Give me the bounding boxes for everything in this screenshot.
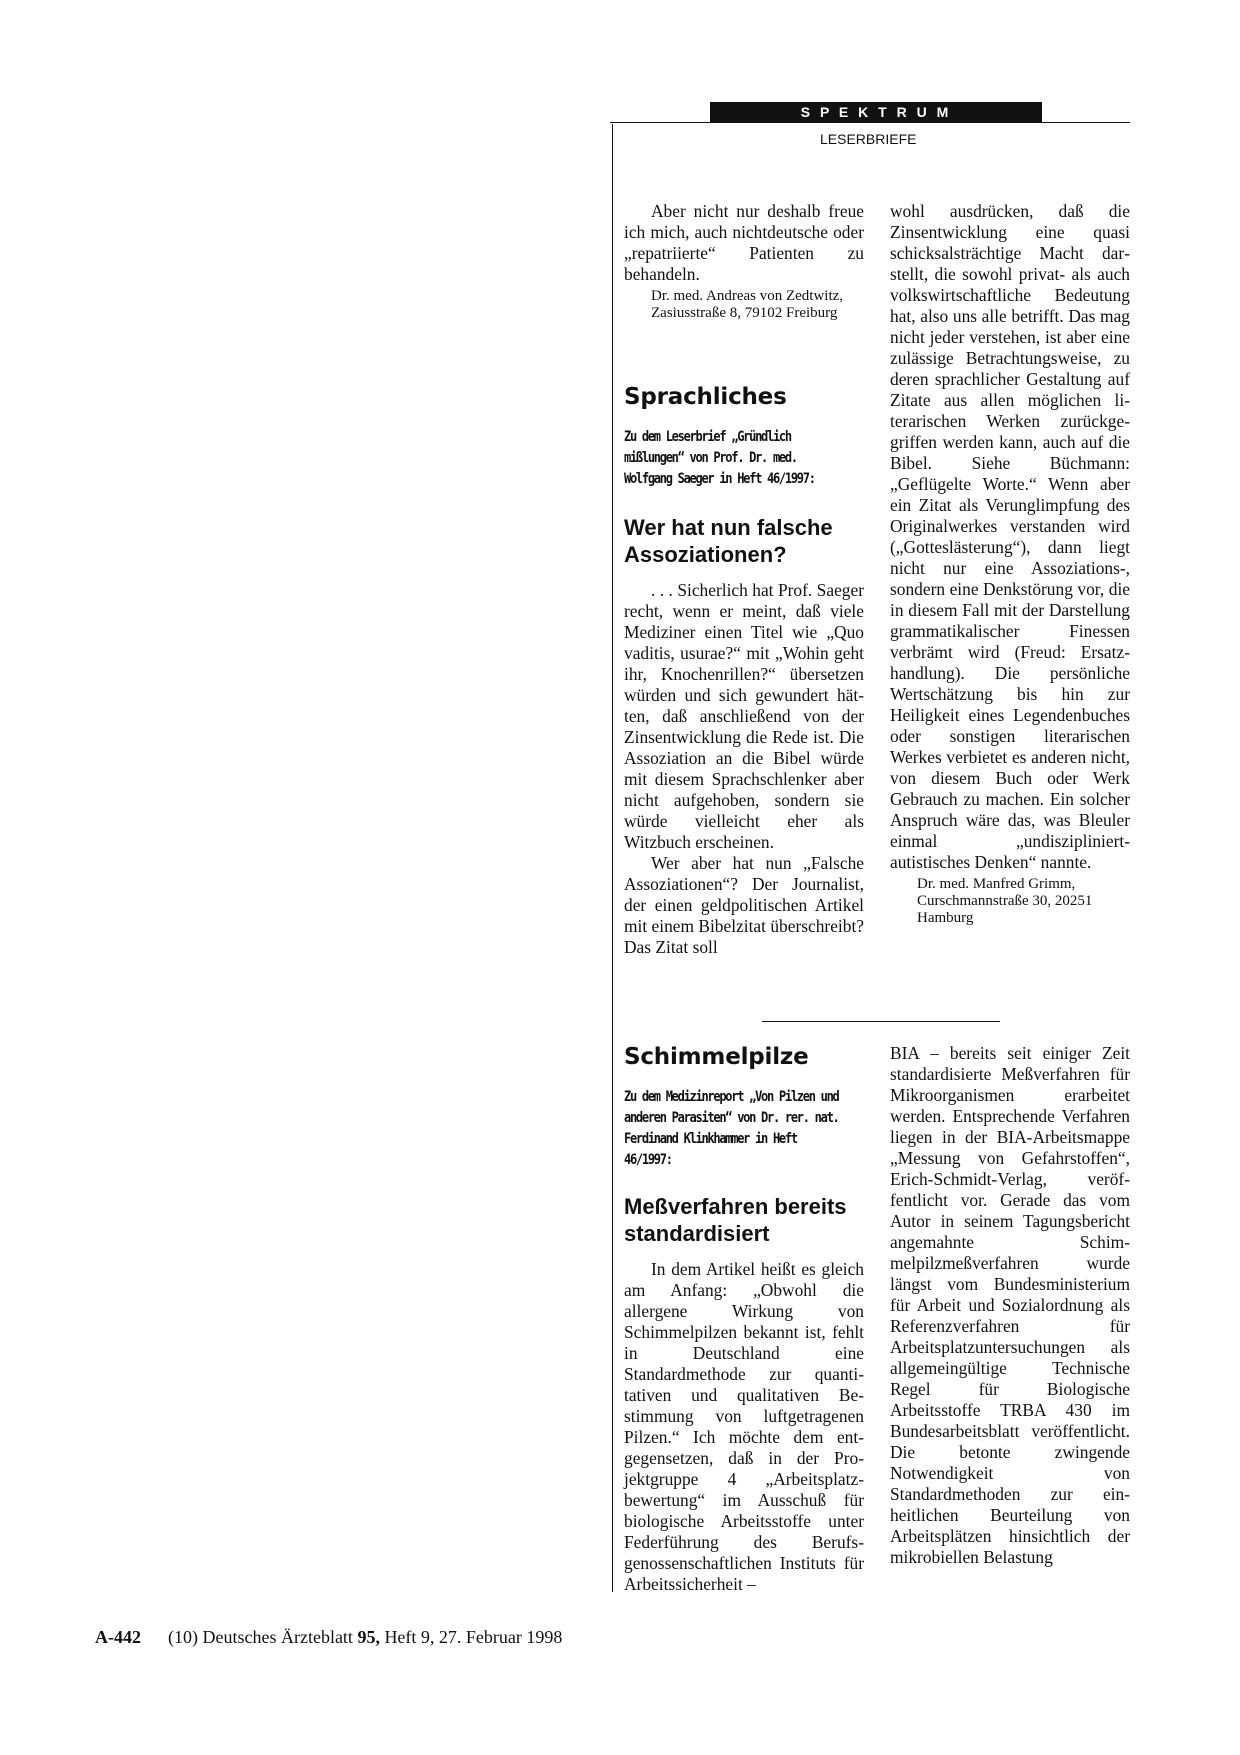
article3-left-column bbox=[624, 1043, 864, 1595]
article1-paragraph: Aber nicht nur deshalb freue ich mich, auch nichtdeutsche oder „repatriierte“ Patienten zu behandeln. bbox=[624, 201, 864, 284]
article2-headline: Wer hat nun falsche Assoziationen? bbox=[624, 515, 833, 567]
article3-right-column bbox=[890, 1043, 1130, 1568]
article2-right-column bbox=[890, 201, 1130, 927]
page-number: A-442 bbox=[95, 1627, 141, 1647]
article1-signature: Dr. med. Andreas von Zedtwitz, Zasiusstraße 8, 79102 Freiburg bbox=[651, 288, 844, 321]
article3-reference: Zu dem Medizinreport „Von Pilzen und anderen Parasiten“ von Dr. rer. nat. Ferdinand Klinkhammer in Heft 46/1997: bbox=[624, 1089, 839, 1168]
article2-reference: Zu dem Leserbrief „Gründlich mißlungen“ von Prof. Dr. med. Wolfgang Saeger in Heft 46/1997: bbox=[624, 429, 815, 487]
section-banner bbox=[710, 102, 1042, 122]
page-footer bbox=[95, 1626, 562, 1648]
article1-block bbox=[624, 201, 864, 322]
header-rule bbox=[610, 122, 1130, 123]
article2-left-column bbox=[624, 383, 864, 958]
article3-title: Schimmelpilze bbox=[624, 1044, 809, 1070]
issue-suffix: Heft 9, 27. Februar 1998 bbox=[384, 1627, 563, 1647]
article3-paragraph-2: BIA – bereits seit einiger Zeit standardisierte Meßverfahren für Mikroorganismen erarbeitet werden. Entsprechende Verfahren liegen in der BIA-Arbeitsmappe „Messung von Gefahrstoffen“, Erich-Schmidt-Verlag, veröffentlicht vor. Gerade das vom Autor in seinem Tagungsbericht angemahnte Schimmelpilzmeßverfahren wurde längst vom Bundesministerium für Arbeit und Sozialordnung als Referenzverfahren für Arbeitsplatzuntersuchungen als allgemeingültige Technische Regel für Biologische Arbeitsstoffe TRBA 430 im Bundesarbeitsblatt veröffentlicht. Die betonte zwingende Notwendigkeit von Standardmethoden zur einheitlichen Beurteilung von Arbeitsplätzen hinsichtlich der mikrobiellen Belastung bbox=[890, 1043, 1130, 1567]
section-label: S P E K T R U M bbox=[800, 104, 952, 120]
article2-paragraph-2: Wer aber hat nun „Falsche Assoziationen“? Der Journalist, der einen geldpolitischen Artikel mit einem Bibelzitat überschreibt? Das Zitat soll bbox=[624, 853, 865, 957]
article2-paragraph-3: wohl ausdrücken, daß die Zinsentwicklung eine quasi schicksalsträchtige Macht darstellt, die sowohl privat- als auch volkswirtschaftliche Bedeutung hat, also uns alle betrifft. Das mag nicht jeder verstehen, ist aber eine zulässige Betrachtungsweise, zu deren sprachlicher Gestaltung auf Zitate aus allen möglichen literarischen Werken zurückgegriffen werden kann, auch auf die Bibel. Siehe Büchmann: „Geflügelte Worte.“ Wenn aber ein Zitat als Verunglimpfung des Originalwerkes verstanden wird („Gotteslästerung“), dann liegt nicht nur eine Assoziations-, sondern eine Denkstörung vor, die in diesem Fall mit der Darstellung grammatikalischer Finessen verbrämt wird (Freud: Ersatzhandlung). Die persönliche Wertschätzung bis hin zur Heiligkeit eines Legendenbuches oder sonstigen literarischen Werkes verbietet es anderen nicht, von diesem Buch oder Werk Gebrauch zu machen. Ein solcher Anspruch wäre das, was Bleuler einmal „undiszipliniert-autistisches Denken“ nannte. bbox=[890, 201, 1130, 872]
article3-paragraph-1: In dem Artikel heißt es gleich am Anfang: „Obwohl die allergene Wirkung von Schimmelpilzen bekannt ist, fehlt in Deutschland eine Standardmethode zur quantitativen und qualitativen Bestimmung von luftgetragenen Pilzen.“ Ich möchte dem entgegensetzen, daß in der Projektgruppe 4 „Arbeitsplatzbewertung“ im Ausschuß für biologische Arbeitsstoffe unter Federführung des Berufsgenossenschaftlichen Instituts für Arbeitssicherheit – bbox=[624, 1259, 864, 1594]
article2-paragraph-1: . . . Sicherlich hat Prof. Saeger recht, wenn er meint, daß viele Mediziner einen Titel wie „Quo vaditis, usurae?“ mit „Wohin geht ihr, Knochenrillen?“ übersetzen würden und sich gewundert hätten, daß anschließend von der Zinsentwicklung die Rede ist. Die Assoziation an die Bibel würde mit diesem Sprachschlenker aber nicht aufgehoben, sondern sie würde vielleicht eher als Witzbuch erscheinen. bbox=[624, 580, 864, 852]
column-rule bbox=[612, 124, 613, 1592]
article-separator bbox=[762, 1021, 1000, 1022]
article3-headline: Meßverfahren bereits standardisiert bbox=[624, 1194, 847, 1246]
subsection-label: LESERBRIEFE bbox=[820, 131, 917, 147]
issue-prefix: (10) Deutsches Ärzteblatt bbox=[168, 1627, 353, 1647]
article2-signature: Dr. med. Manfred Grimm, Curschmannstraße 30, 20251 Hamburg bbox=[917, 876, 1093, 926]
volume-number: 95, bbox=[357, 1627, 380, 1647]
article2-title: Sprachliches bbox=[624, 384, 787, 410]
